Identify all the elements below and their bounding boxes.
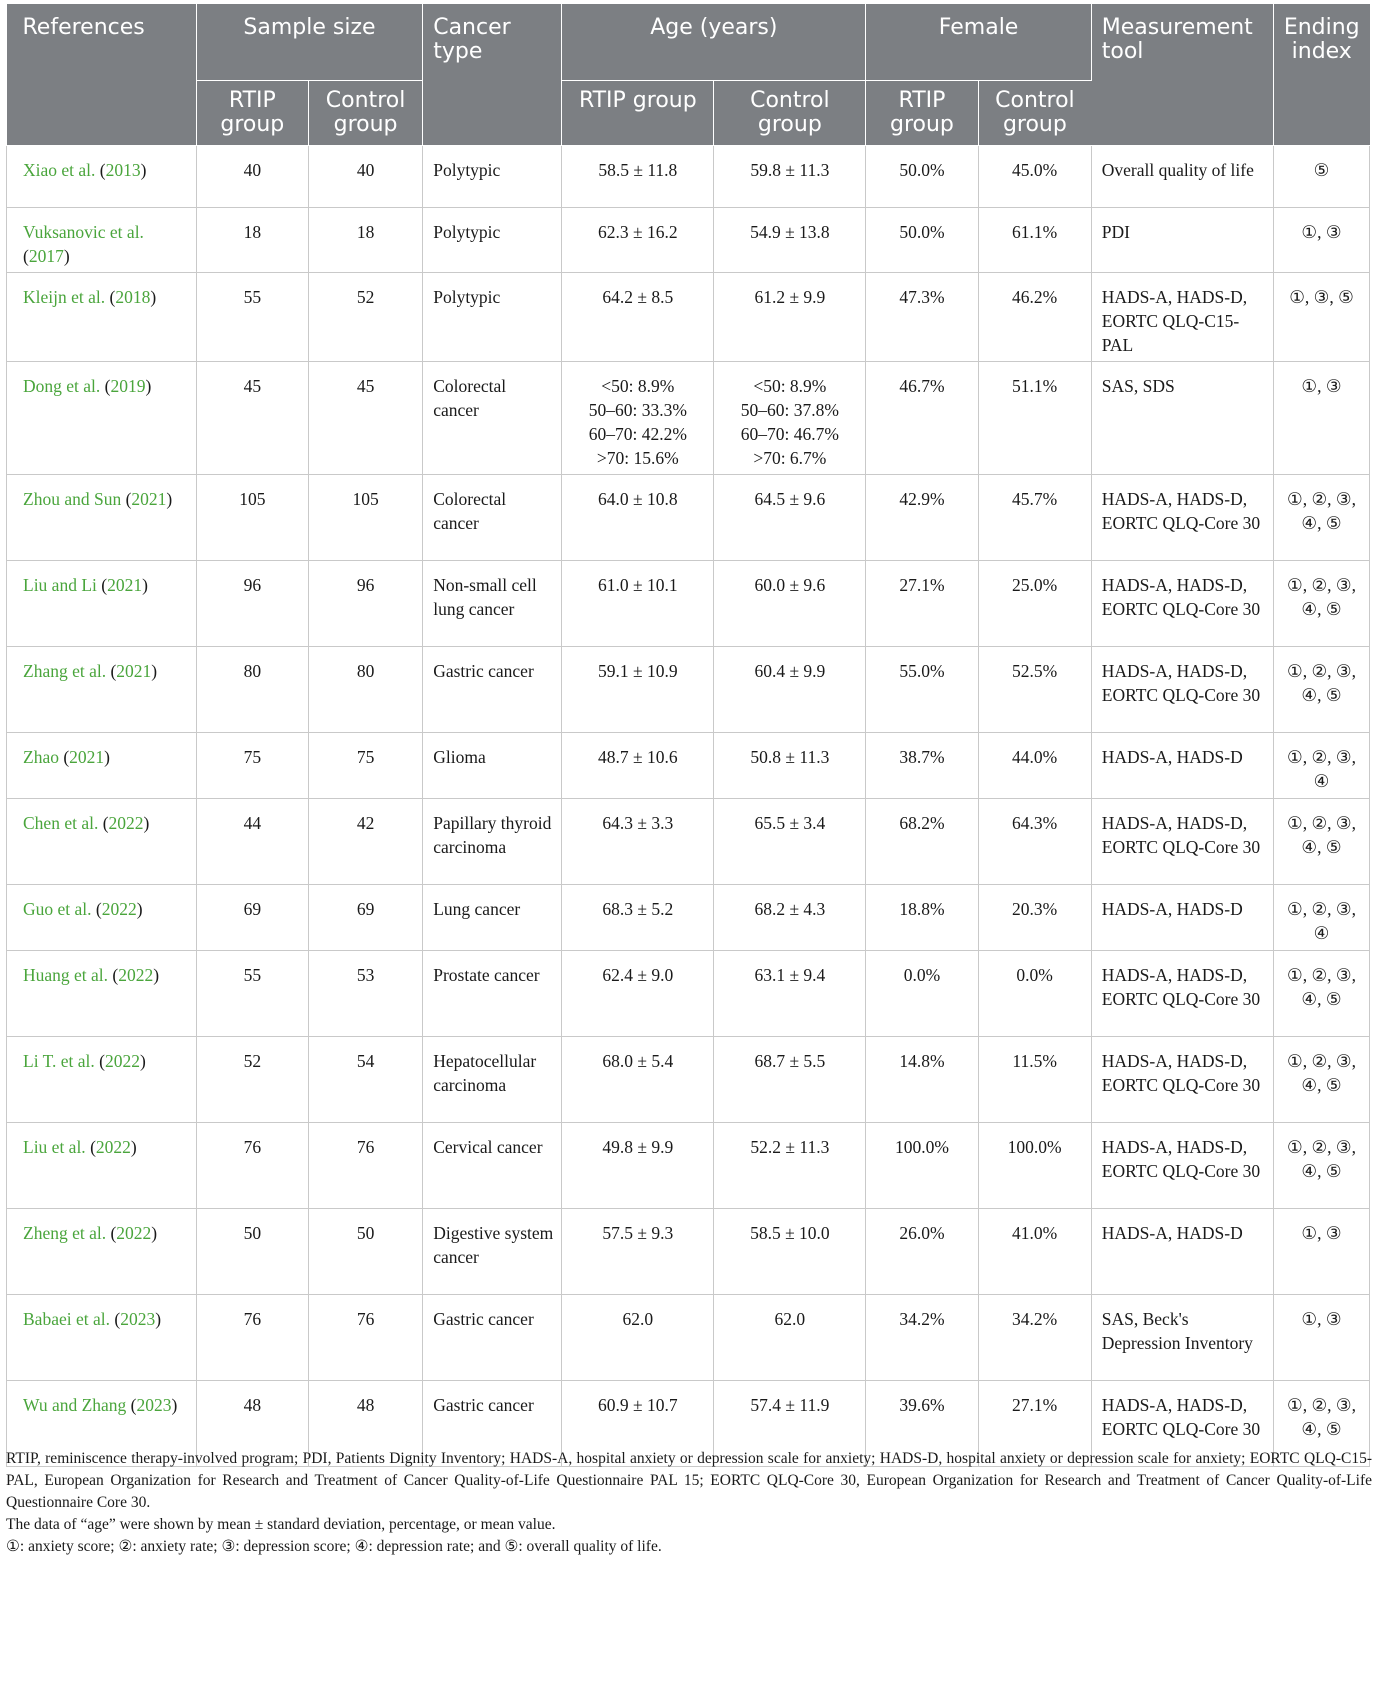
- footnote-abbreviations: RTIP, reminiscence therapy-involved program; PDI, Patients Dignity Inventory; HADS-A, hospital anxiety or depression scale for anxiety; HADS-D, hospital anxiety or depression scale for anxiety; EORTC QLQ-C15-PAL, European Organization for Research and Treatment of Cancer Quality-of-Life Questionnaire PAL 15; EORTC QLQ-Core 30, European Organization for Research and Treatment of Cancer Quality-of-Life Questionnaire Core 30.: [6, 1450, 1372, 1511]
- cell-sample-control: 42: [308, 799, 422, 885]
- cell-age-rtip: 58.5 ± 11.8: [562, 146, 714, 208]
- cell-sample-rtip: 48: [196, 1381, 308, 1467]
- header-female-control: Control group: [978, 81, 1091, 146]
- table-row: [7, 1123, 1370, 1209]
- cell-age-rtip: 62.0: [562, 1295, 714, 1381]
- cell-ending-index: ①, ②, ③, ④, ⑤: [1273, 1381, 1369, 1467]
- table-row: [7, 951, 1370, 1037]
- header-sample-control: Control group: [308, 81, 422, 146]
- cell-age-rtip: 48.7 ± 10.6: [562, 733, 714, 799]
- table-row: [7, 475, 1370, 561]
- cell-reference: [7, 1295, 197, 1381]
- cell-female-rtip: 18.8%: [866, 885, 978, 951]
- reference-open-paren: (: [90, 1137, 96, 1157]
- header-references: References: [7, 4, 197, 146]
- cell-age-rtip: 60.9 ± 10.7: [562, 1381, 714, 1467]
- cell-female-control: 100.0%: [978, 1123, 1091, 1209]
- reference-link[interactable]: Xiao et al.: [23, 160, 100, 180]
- reference-link[interactable]: Zhang et al.: [23, 661, 111, 681]
- cell-ending-index: ①, ③: [1273, 362, 1369, 475]
- table-row: [7, 1295, 1370, 1381]
- cell-female-control: 46.2%: [978, 273, 1091, 362]
- cell-sample-control: 76: [308, 1123, 422, 1209]
- cell-female-control: 0.0%: [978, 951, 1091, 1037]
- cell-sample-control: 54: [308, 1037, 422, 1123]
- reference-close-paren: ): [151, 661, 158, 681]
- reference-year-link[interactable]: 2022: [95, 1137, 131, 1157]
- reference-link[interactable]: Wu and Zhang: [23, 1395, 131, 1415]
- reference-link[interactable]: Babaei et al.: [23, 1309, 115, 1329]
- reference-close-paren: ): [142, 575, 148, 595]
- study-characteristics-table: [6, 4, 1370, 1467]
- cell-measurement-tool: HADS-A, HADS-D, EORTC QLQ-Core 30: [1091, 1381, 1273, 1467]
- cell-cancer-type: Glioma: [423, 733, 562, 799]
- reference-close-paren: ): [139, 1051, 146, 1071]
- reference-link[interactable]: Liu et al.: [23, 1137, 91, 1157]
- cell-cancer-type: Prostate cancer: [423, 951, 562, 1037]
- reference-link[interactable]: Guo et al.: [23, 899, 96, 919]
- header-female: Female: [866, 4, 1091, 81]
- cell-measurement-tool: HADS-A, HADS-D, EORTC QLQ-Core 30: [1091, 799, 1273, 885]
- cell-female-control: 44.0%: [978, 733, 1091, 799]
- cell-reference: [7, 1209, 197, 1295]
- cell-reference: [7, 647, 197, 733]
- reference-year-link[interactable]: 2021: [116, 661, 152, 681]
- reference-open-paren: (: [109, 287, 116, 307]
- reference-open-paren: (: [95, 899, 102, 919]
- cell-age-control: 54.9 ± 13.8: [714, 208, 866, 273]
- cell-female-control: 45.7%: [978, 475, 1091, 561]
- reference-link[interactable]: Zhou and Sun: [23, 489, 126, 509]
- cell-age-control: 61.2 ± 9.9: [714, 273, 866, 362]
- table-row: [7, 885, 1370, 951]
- cell-female-control: 11.5%: [978, 1037, 1091, 1123]
- header-ending-index: Ending index: [1273, 4, 1369, 146]
- cell-reference: [7, 146, 197, 208]
- reference-year-link[interactable]: 2017: [28, 246, 64, 266]
- cell-ending-index: ①, ②, ③, ④, ⑤: [1273, 1037, 1369, 1123]
- table-row: [7, 362, 1370, 475]
- reference-close-paren: ): [140, 160, 147, 180]
- cell-cancer-type: Papillary thyroid carcinoma: [423, 799, 562, 885]
- header-sample-size: Sample size: [196, 4, 422, 81]
- header-sample-rtip: RTIP group: [196, 81, 308, 146]
- cell-female-control: 61.1%: [978, 208, 1091, 273]
- cell-measurement-tool: HADS-A, HADS-D, EORTC QLQ-Core 30: [1091, 951, 1273, 1037]
- cell-sample-rtip: 80: [196, 647, 308, 733]
- cell-age-rtip: 68.0 ± 5.4: [562, 1037, 714, 1123]
- cell-ending-index: ①, ②, ③, ④, ⑤: [1273, 647, 1369, 733]
- cell-sample-control: 75: [308, 733, 422, 799]
- cell-sample-control: 80: [308, 647, 422, 733]
- cell-measurement-tool: HADS-A, HADS-D, EORTC QLQ-Core 30: [1091, 561, 1273, 647]
- cell-sample-control: 69: [308, 885, 422, 951]
- cell-cancer-type: Gastric cancer: [423, 647, 562, 733]
- cell-reference: [7, 885, 197, 951]
- cell-measurement-tool: HADS-A, HADS-D, EORTC QLQ-Core 30: [1091, 1123, 1273, 1209]
- reference-year-link[interactable]: 2022: [118, 965, 154, 985]
- cell-cancer-type: Gastric cancer: [423, 1381, 562, 1467]
- cell-ending-index: ①, ②, ③, ④: [1273, 733, 1369, 799]
- header-measurement-tool: Measurement tool: [1091, 4, 1273, 146]
- cell-cancer-type: Lung cancer: [423, 885, 562, 951]
- cell-female-control: 25.0%: [978, 561, 1091, 647]
- cell-cancer-type: Colorectal cancer: [423, 362, 562, 475]
- cell-sample-rtip: 18: [196, 208, 308, 273]
- reference-close-paren: ): [63, 246, 70, 266]
- cell-measurement-tool: HADS-A, HADS-D: [1091, 885, 1273, 951]
- cell-female-rtip: 47.3%: [866, 273, 978, 362]
- cell-sample-control: 40: [308, 146, 422, 208]
- cell-cancer-type: Hepatocellular carcinoma: [423, 1037, 562, 1123]
- cell-age-control: 50.8 ± 11.3: [714, 733, 866, 799]
- cell-ending-index: ①, ③: [1273, 1209, 1369, 1295]
- reference-open-paren: (: [110, 1223, 117, 1243]
- reference-year-link[interactable]: 2021: [69, 747, 105, 767]
- reference-year-link[interactable]: 2023: [136, 1395, 172, 1415]
- cell-age-rtip: 57.5 ± 9.3: [562, 1209, 714, 1295]
- header-age-control: Control group: [714, 81, 866, 146]
- cell-measurement-tool: SAS, Beck's Depression Inventory: [1091, 1295, 1273, 1381]
- reference-open-paren: (: [99, 160, 106, 180]
- cell-female-control: 52.5%: [978, 647, 1091, 733]
- reference-year-link[interactable]: 2013: [105, 160, 141, 180]
- cell-female-rtip: 50.0%: [866, 208, 978, 273]
- reference-open-paren: (: [125, 489, 132, 509]
- reference-close-paren: ): [145, 376, 152, 396]
- reference-close-paren: ): [171, 1395, 178, 1415]
- cell-measurement-tool: HADS-A, HADS-D: [1091, 733, 1273, 799]
- cell-female-control: 34.2%: [978, 1295, 1091, 1381]
- table-row: [7, 647, 1370, 733]
- cell-ending-index: ①, ③: [1273, 208, 1369, 273]
- cell-sample-rtip: 76: [196, 1295, 308, 1381]
- reference-year-link[interactable]: 2021: [131, 489, 167, 509]
- cell-cancer-type: Polytypic: [423, 208, 562, 273]
- table-row: [7, 146, 1370, 208]
- cell-reference: [7, 273, 197, 362]
- cell-age-rtip: 59.1 ± 10.9: [562, 647, 714, 733]
- cell-sample-control: 105: [308, 475, 422, 561]
- reference-close-paren: ): [143, 813, 150, 833]
- cell-ending-index: ①, ②, ③, ④: [1273, 885, 1369, 951]
- cell-female-control: 51.1%: [978, 362, 1091, 475]
- cell-measurement-tool: HADS-A, HADS-D, EORTC QLQ-Core 30: [1091, 475, 1273, 561]
- cell-reference: [7, 1037, 197, 1123]
- cell-reference: [7, 799, 197, 885]
- cell-age-rtip: 64.2 ± 8.5: [562, 273, 714, 362]
- cell-female-control: 45.0%: [978, 146, 1091, 208]
- reference-year-link[interactable]: 2022: [104, 1051, 140, 1071]
- cell-sample-rtip: 76: [196, 1123, 308, 1209]
- reference-open-paren: (: [130, 1395, 137, 1415]
- cell-female-rtip: 34.2%: [866, 1295, 978, 1381]
- cell-age-control: 60.0 ± 9.6: [714, 561, 866, 647]
- table-row: [7, 208, 1370, 273]
- cell-sample-control: 18: [308, 208, 422, 273]
- cell-female-control: 64.3%: [978, 799, 1091, 885]
- cell-reference: [7, 1123, 197, 1209]
- cell-age-control: <50: 8.9% 50–60: 37.8% 60–70: 46.7% >70: 6.7%: [714, 362, 866, 475]
- cell-reference: [7, 475, 197, 561]
- table-footnotes: [6, 1448, 1372, 1558]
- cell-sample-rtip: 96: [196, 561, 308, 647]
- cell-sample-rtip: 40: [196, 146, 308, 208]
- reference-open-paren: (: [63, 747, 70, 767]
- cell-measurement-tool: HADS-A, HADS-D, EORTC QLQ-C15-PAL: [1091, 273, 1273, 362]
- table-row: [7, 733, 1370, 799]
- cell-sample-control: 96: [308, 561, 422, 647]
- cell-measurement-tool: SAS, SDS: [1091, 362, 1273, 475]
- reference-link[interactable]: Dong et al.: [23, 376, 105, 396]
- reference-year-link[interactable]: 2022: [101, 899, 137, 919]
- cell-cancer-type: Non-small cell lung cancer: [423, 561, 562, 647]
- reference-open-paren: (: [114, 1309, 121, 1329]
- reference-link[interactable]: Zheng et al.: [23, 1223, 111, 1243]
- reference-link[interactable]: Huang et al.: [23, 965, 113, 985]
- cell-reference: [7, 733, 197, 799]
- cell-ending-index: ①, ②, ③, ④, ⑤: [1273, 951, 1369, 1037]
- header-age-rtip: RTIP group: [562, 81, 714, 146]
- reference-open-paren: (: [112, 965, 119, 985]
- reference-link[interactable]: Kleijn et al.: [23, 287, 110, 307]
- reference-open-paren: (: [23, 246, 29, 266]
- cell-female-rtip: 38.7%: [866, 733, 978, 799]
- reference-close-paren: ): [130, 1137, 137, 1157]
- cell-female-rtip: 68.2%: [866, 799, 978, 885]
- header-female-rtip: RTIP group: [866, 81, 978, 146]
- cell-female-rtip: 46.7%: [866, 362, 978, 475]
- cell-age-rtip: 61.0 ± 10.1: [562, 561, 714, 647]
- table-row: [7, 561, 1370, 647]
- cell-age-rtip: 62.3 ± 16.2: [562, 208, 714, 273]
- cell-cancer-type: Digestive system cancer: [423, 1209, 562, 1295]
- cell-measurement-tool: HADS-A, HADS-D, EORTC QLQ-Core 30: [1091, 647, 1273, 733]
- cell-ending-index: ①, ③: [1273, 1295, 1369, 1381]
- footnote-age-note: The data of “age” were shown by mean ± standard deviation, percentage, or mean value.: [6, 1516, 556, 1533]
- reference-open-paren: (: [102, 813, 109, 833]
- cell-reference: [7, 362, 197, 475]
- table-body: [7, 146, 1370, 1467]
- cell-age-rtip: <50: 8.9% 50–60: 33.3% 60–70: 42.2% >70: 15.6%: [562, 362, 714, 475]
- cell-sample-control: 53: [308, 951, 422, 1037]
- cell-age-control: 63.1 ± 9.4: [714, 951, 866, 1037]
- cell-age-control: 52.2 ± 11.3: [714, 1123, 866, 1209]
- cell-measurement-tool: HADS-A, HADS-D: [1091, 1209, 1273, 1295]
- cell-cancer-type: Cervical cancer: [423, 1123, 562, 1209]
- cell-female-control: 20.3%: [978, 885, 1091, 951]
- reference-close-paren: ): [151, 1223, 158, 1243]
- cell-measurement-tool: Overall quality of life: [1091, 146, 1273, 208]
- cell-female-control: 41.0%: [978, 1209, 1091, 1295]
- reference-open-paren: (: [101, 575, 108, 595]
- reference-link[interactable]: Zhao: [23, 747, 64, 767]
- cell-female-rtip: 100.0%: [866, 1123, 978, 1209]
- footnote-index-legend: ①: anxiety score; ②: anxiety rate; ③: depression score; ④: depression rate; and ⑤: overall quality of life.: [6, 1538, 662, 1555]
- cell-measurement-tool: HADS-A, HADS-D, EORTC QLQ-Core 30: [1091, 1037, 1273, 1123]
- reference-year-link[interactable]: 2021: [107, 575, 143, 595]
- cell-age-control: 65.5 ± 3.4: [714, 799, 866, 885]
- cell-ending-index: ①, ②, ③, ④, ⑤: [1273, 1123, 1369, 1209]
- cell-reference: [7, 208, 197, 273]
- cell-female-rtip: 26.0%: [866, 1209, 978, 1295]
- reference-link[interactable]: Vuksanovic et al.: [23, 222, 144, 242]
- reference-link[interactable]: Chen et al.: [23, 813, 103, 833]
- cell-reference: [7, 561, 197, 647]
- cell-female-rtip: 14.8%: [866, 1037, 978, 1123]
- cell-age-control: 68.7 ± 5.5: [714, 1037, 866, 1123]
- reference-year-link[interactable]: 2023: [120, 1309, 156, 1329]
- cell-sample-rtip: 69: [196, 885, 308, 951]
- cell-age-rtip: 49.8 ± 9.9: [562, 1123, 714, 1209]
- cell-age-rtip: 62.4 ± 9.0: [562, 951, 714, 1037]
- reference-close-paren: ): [136, 899, 143, 919]
- cell-sample-control: 45: [308, 362, 422, 475]
- cell-ending-index: ①, ②, ③, ④, ⑤: [1273, 561, 1369, 647]
- cell-female-rtip: 42.9%: [866, 475, 978, 561]
- cell-female-rtip: 27.1%: [866, 561, 978, 647]
- cell-sample-rtip: 52: [196, 1037, 308, 1123]
- reference-link[interactable]: Li T. et al.: [23, 1051, 100, 1071]
- cell-sample-control: 50: [308, 1209, 422, 1295]
- cell-sample-control: 52: [308, 273, 422, 362]
- reference-year-link[interactable]: 2019: [110, 376, 146, 396]
- reference-open-paren: (: [99, 1051, 105, 1071]
- cell-age-rtip: 64.0 ± 10.8: [562, 475, 714, 561]
- cell-reference: [7, 951, 197, 1037]
- header-age: Age (years): [562, 4, 866, 81]
- cell-ending-index: ⑤: [1273, 146, 1369, 208]
- cell-sample-rtip: 105: [196, 475, 308, 561]
- cell-age-rtip: 64.3 ± 3.3: [562, 799, 714, 885]
- cell-cancer-type: Polytypic: [423, 273, 562, 362]
- cell-female-rtip: 0.0%: [866, 951, 978, 1037]
- reference-close-paren: ): [155, 1309, 162, 1329]
- cell-sample-control: 48: [308, 1381, 422, 1467]
- table-row: [7, 273, 1370, 362]
- cell-female-rtip: 55.0%: [866, 647, 978, 733]
- cell-ending-index: ①, ②, ③, ④, ⑤: [1273, 475, 1369, 561]
- table-row: [7, 1209, 1370, 1295]
- reference-close-paren: ): [104, 747, 110, 767]
- cell-sample-rtip: 75: [196, 733, 308, 799]
- cell-sample-rtip: 50: [196, 1209, 308, 1295]
- cell-cancer-type: Colorectal cancer: [423, 475, 562, 561]
- cell-sample-rtip: 44: [196, 799, 308, 885]
- cell-age-rtip: 68.3 ± 5.2: [562, 885, 714, 951]
- cell-age-control: 57.4 ± 11.9: [714, 1381, 866, 1467]
- table-row: [7, 799, 1370, 885]
- cell-sample-rtip: 55: [196, 951, 308, 1037]
- reference-year-link[interactable]: 2022: [116, 1223, 152, 1243]
- cell-female-control: 27.1%: [978, 1381, 1091, 1467]
- cell-age-control: 58.5 ± 10.0: [714, 1209, 866, 1295]
- cell-age-control: 64.5 ± 9.6: [714, 475, 866, 561]
- reference-open-paren: (: [104, 376, 111, 396]
- cell-female-rtip: 39.6%: [866, 1381, 978, 1467]
- cell-cancer-type: Gastric cancer: [423, 1295, 562, 1381]
- reference-year-link[interactable]: 2022: [108, 813, 144, 833]
- cell-age-control: 59.8 ± 11.3: [714, 146, 866, 208]
- cell-age-control: 68.2 ± 4.3: [714, 885, 866, 951]
- cell-measurement-tool: PDI: [1091, 208, 1273, 273]
- cell-sample-control: 76: [308, 1295, 422, 1381]
- cell-ending-index: ①, ③, ⑤: [1273, 273, 1369, 362]
- reference-close-paren: ): [153, 965, 160, 985]
- cell-age-control: 62.0: [714, 1295, 866, 1381]
- cell-sample-rtip: 45: [196, 362, 308, 475]
- cell-ending-index: ①, ②, ③, ④, ⑤: [1273, 799, 1369, 885]
- reference-close-paren: ): [166, 489, 173, 509]
- reference-link[interactable]: Liu and Li: [23, 575, 102, 595]
- cell-sample-rtip: 55: [196, 273, 308, 362]
- cell-cancer-type: Polytypic: [423, 146, 562, 208]
- cell-female-rtip: 50.0%: [866, 146, 978, 208]
- table-row: [7, 1037, 1370, 1123]
- reference-close-paren: ): [150, 287, 157, 307]
- cell-age-control: 60.4 ± 9.9: [714, 647, 866, 733]
- reference-open-paren: (: [110, 661, 117, 681]
- header-cancer-type: Cancer type: [423, 4, 562, 146]
- reference-year-link[interactable]: 2018: [115, 287, 151, 307]
